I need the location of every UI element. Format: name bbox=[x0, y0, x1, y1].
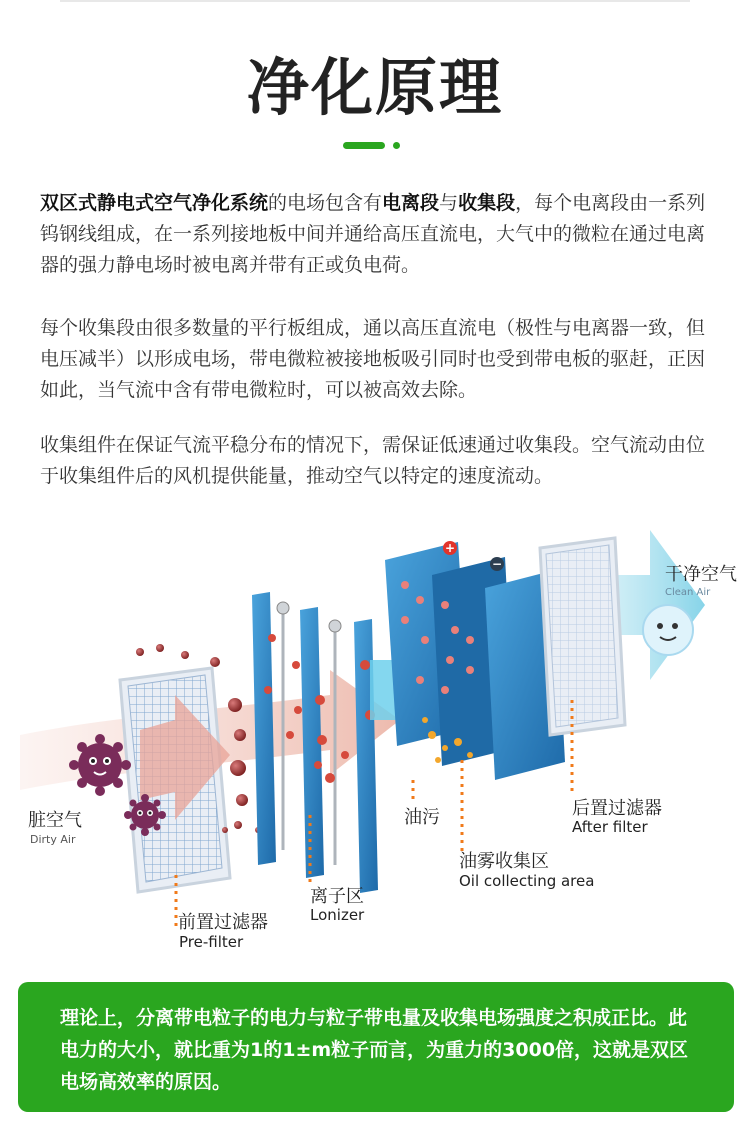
p1-text-3: ，每个电离段由一系列钨钢线组成，在一系列接地板中间并通给高压直流电，大气中的微粒在通过电离器的强力静电场时被电离并带有正或负电荷。 bbox=[40, 192, 706, 276]
page-title: 净化原理 bbox=[246, 51, 503, 124]
oil-label: 油污 bbox=[404, 807, 440, 828]
ionizer-label-en: Lonizer bbox=[310, 906, 365, 924]
after-filter-panel bbox=[540, 538, 625, 735]
dirty-air-label: 脏空气 bbox=[28, 810, 82, 831]
plus-sign: + bbox=[444, 541, 456, 555]
prefilter-label-en: Pre-filter bbox=[179, 933, 244, 951]
ionizer-plate-1 bbox=[252, 592, 276, 865]
title-underline bbox=[343, 142, 385, 149]
summary-text: 理论上，分离带电粒子的电力与粒子带电量及收集电场强度之积成正比。此电力的大小，就比重为1的1±m粒子而言，为重力的3000倍，这就是双区电场高效率的原因。 bbox=[60, 1007, 689, 1093]
term-two-zone-system: 双区式静电式空气净化系统 bbox=[40, 192, 269, 214]
clean-air-label-en: Clean Air bbox=[665, 587, 711, 598]
oil-collect-label: 油雾收集区 bbox=[459, 851, 549, 872]
p1-text-1: 的电场包含有 bbox=[268, 192, 383, 214]
diagram-svg bbox=[0, 520, 750, 970]
dirty-air-label-en: Dirty Air bbox=[30, 833, 76, 846]
intro-paragraph-3: 收集组件在保证气流平稳分布的情况下，需保证低速通过收集段。空气流动由位于收集组件后的风机提供能量，推动空气以特定的速度流动。 bbox=[40, 434, 706, 487]
summary-box bbox=[18, 982, 734, 1112]
intro-paragraph-1 bbox=[40, 188, 710, 281]
clean-air-label: 干净空气 bbox=[665, 564, 737, 585]
afterfilter-label-en: After filter bbox=[572, 818, 648, 836]
ionizer-label: 离子区 bbox=[310, 886, 364, 907]
title-dot bbox=[393, 142, 400, 149]
minus-sign: − bbox=[491, 557, 503, 571]
oil-collect-label-en: Oil collecting area bbox=[459, 872, 595, 890]
prefilter-label: 前置过滤器 bbox=[178, 912, 268, 933]
term-ionizing-section: 电离段 bbox=[382, 192, 440, 214]
clean-air-bubble-icon bbox=[643, 605, 693, 655]
afterfilter-label: 后置过滤器 bbox=[572, 798, 662, 819]
term-collecting-section: 收集段 bbox=[458, 192, 516, 214]
intro-paragraph-2: 每个收集段由很多数量的平行板组成，通以高压直流电（极性与电离器一致，但电压减半）以形成电场，带电微粒被接地板吸引同时也受到带电板的驱赶，正因如此，当气流中含有带电微粒时，可以被高效去除。 bbox=[40, 317, 706, 401]
top-divider bbox=[60, 0, 690, 2]
p1-text-2: 与 bbox=[439, 192, 459, 214]
purification-diagram bbox=[0, 520, 750, 970]
